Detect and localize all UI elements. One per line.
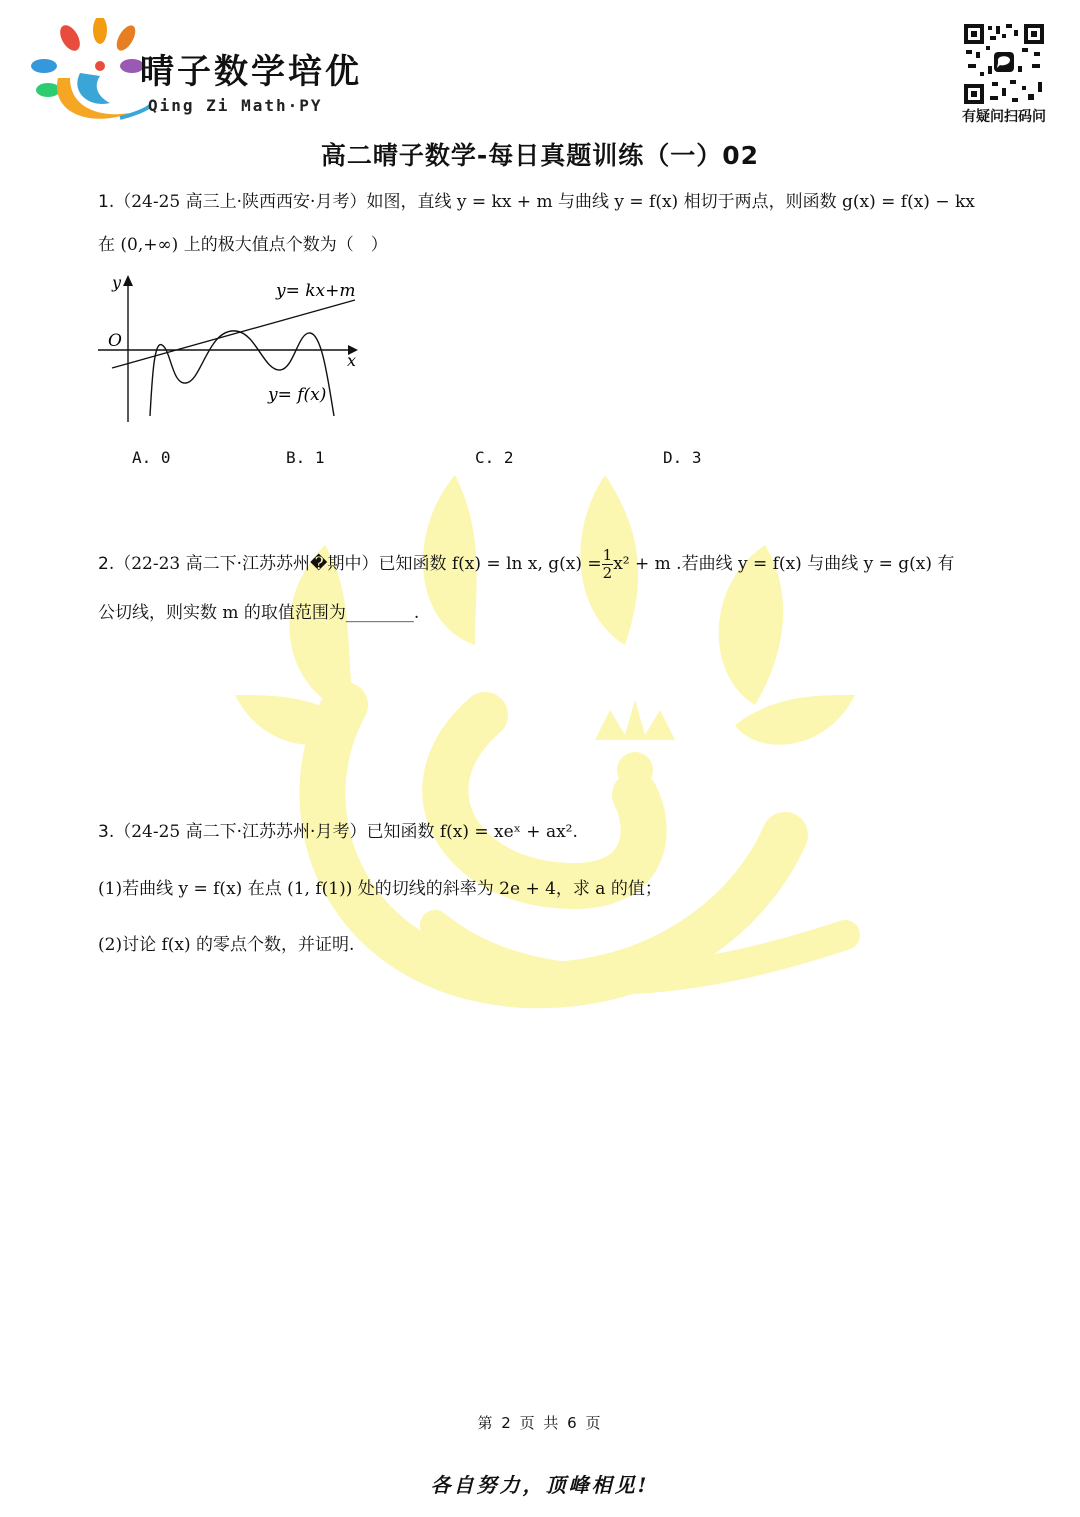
question-number: 3 — [98, 822, 109, 842]
question-1-line-1: 1.（24-25 高三上·陕西西安·月考）如图，直线 y = kx + m 与曲线 y = f(x) 相切于两点，则函数 g(x) = f(x) − kx — [98, 192, 975, 212]
question-1-figure — [96, 270, 366, 428]
question-2-line-2: 公切线，则实数 m 的取值范围为________. — [98, 603, 420, 623]
question-3-line-1: 3.（24-25 高二下·江苏苏州·月考）已知函数 f(x) = xeˣ + ax². — [98, 822, 578, 842]
question-3-part-2: (2)讨论 f(x) 的零点个数，并证明. — [98, 935, 355, 955]
question-text: 如图，直线 y = kx + m 与曲线 y = f(x) 相切于两点，则函数 g(x) = f(x) − kx — [366, 192, 975, 212]
question-number: 2 — [98, 554, 109, 574]
option-c[interactable]: C. 2 — [475, 448, 514, 467]
qr-code-icon — [962, 22, 1046, 106]
question-3-part-1: (1)若曲线 y = f(x) 在点 (1, f(1)) 处的切线的斜率为 2e + 4，求 a 的值； — [98, 879, 662, 899]
question-source: （24-25 高二下·江苏苏州·月考） — [114, 822, 367, 842]
question-text: 已知函数 f(x) = xeˣ + ax². — [366, 822, 578, 842]
fraction-one-half: $\frac{1}{2}$ — [602, 545, 613, 582]
line-label: y= kx+m — [276, 281, 356, 301]
origin-label: O — [108, 331, 122, 351]
y-axis-arrow — [123, 275, 133, 286]
brand-name-en: Qing Zi Math·PY — [148, 96, 323, 115]
option-a[interactable]: A. 0 — [132, 448, 171, 467]
brand-name: 晴子数学培优 — [140, 52, 362, 92]
y-axis-label: y — [112, 273, 122, 292]
question-2-line-1: 2 . （22-23 高二下·江苏苏州�期中） 已知函数 f(x) = ln x, g(x) = $\frac{1}{2}$ x² + m .若曲线 y = f(x) 与曲线 y = g(x) 有 — [98, 545, 955, 582]
curve-label: y= f(x) — [268, 385, 327, 405]
footer-motto: 各自努力，顶峰相见! — [430, 1473, 650, 1497]
qr-caption: 有疑问扫码问 — [962, 109, 1046, 125]
option-b[interactable]: B. 1 — [286, 448, 325, 467]
question-number: 1 — [98, 192, 109, 212]
x-axis-label: x — [347, 351, 357, 370]
question-1-line-2: 在 (0,+∞) 上的极大值点个数为（ ） — [98, 235, 388, 255]
tangent-line — [112, 300, 355, 368]
question-source: （22-23 高二下·江苏苏州�期中） — [114, 554, 379, 574]
option-d[interactable]: D. 3 — [663, 448, 702, 467]
page-number: 第 2 页 共 6 页 — [477, 1414, 603, 1432]
question-text-cont: x² + m .若曲线 y = f(x) 与曲线 y = g(x) 有 — [613, 554, 955, 574]
question-text: 已知函数 f(x) = ln x, g(x) = — [378, 554, 602, 574]
watermark-logo-icon — [225, 455, 865, 1015]
page-title: 高二晴子数学-每日真题训练（一）02 — [320, 141, 760, 170]
question-source: （24-25 高三上·陕西西安·月考） — [114, 192, 367, 212]
